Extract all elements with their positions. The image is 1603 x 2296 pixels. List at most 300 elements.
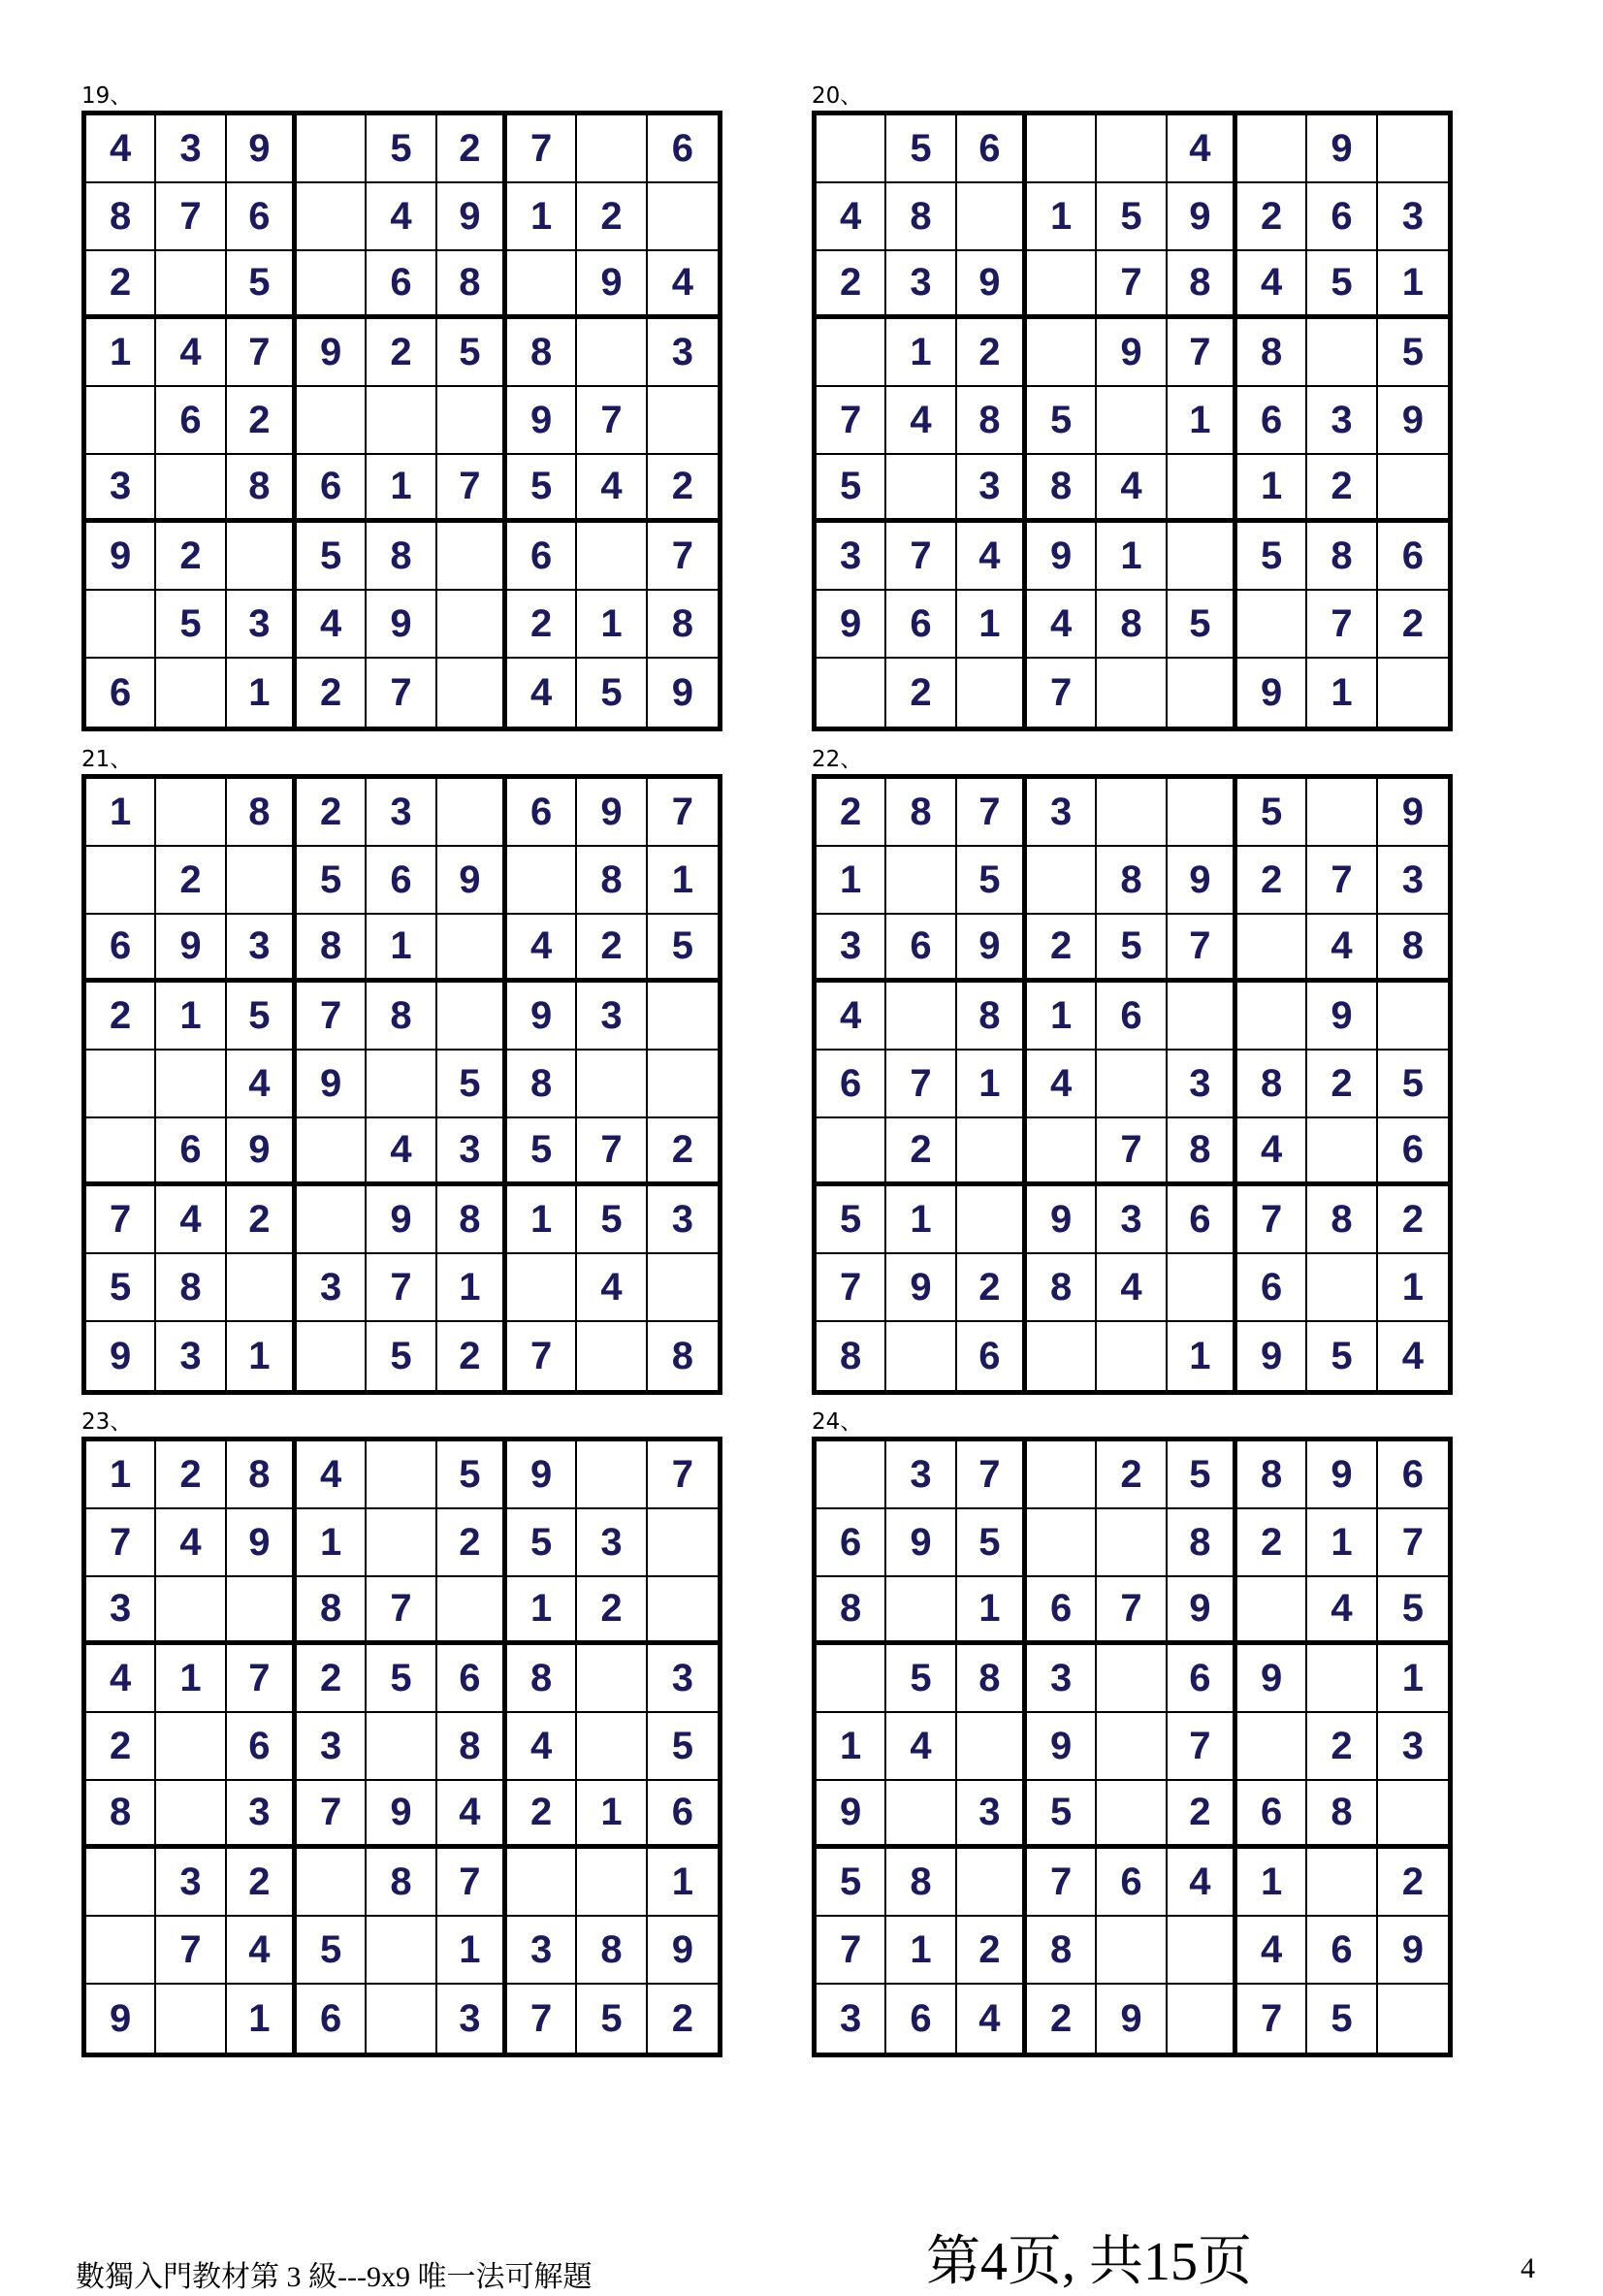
sudoku-cell: 6: [297, 1985, 367, 2053]
sudoku-cell: 5: [297, 523, 367, 591]
sudoku-cell: [817, 115, 886, 183]
sudoku-cell: 9: [1168, 183, 1237, 251]
sudoku-cell: 9: [886, 1254, 956, 1322]
sudoku-cell: 2: [367, 319, 436, 387]
sudoku-cell: 6: [648, 115, 718, 183]
sudoku-cell: 8: [367, 1849, 436, 1917]
sudoku-cell: 8: [1168, 1118, 1237, 1186]
sudoku-cell: [648, 1509, 718, 1577]
sudoku-cell: [1378, 455, 1448, 523]
sudoku-cell: 4: [577, 455, 647, 523]
sudoku-cell: 4: [507, 659, 577, 727]
sudoku-cell: 2: [227, 387, 297, 455]
sudoku-cell: 5: [1378, 319, 1448, 387]
sudoku-cell: [1307, 1645, 1377, 1713]
sudoku-cell: [367, 1917, 436, 1985]
sudoku-cell: 8: [1237, 319, 1307, 387]
sudoku-cell: 1: [1168, 387, 1237, 455]
sudoku-cell: [367, 1441, 436, 1509]
sudoku-cell: 2: [507, 1781, 577, 1849]
sudoku-cell: 9: [1307, 1441, 1377, 1509]
sudoku-cell: 6: [507, 523, 577, 591]
sudoku-cell: [817, 1118, 886, 1186]
sudoku-cell: 6: [1168, 1186, 1237, 1254]
sudoku-cell: [1097, 1509, 1167, 1577]
sudoku-cell: 2: [227, 1186, 297, 1254]
sudoku-cell: 2: [817, 779, 886, 847]
sudoku-cell: [1237, 1713, 1307, 1781]
sudoku-cell: [507, 1849, 577, 1917]
sudoku-cell: 6: [156, 1118, 226, 1186]
sudoku-cell: 7: [817, 387, 886, 455]
sudoku-cell: 6: [886, 1985, 956, 2053]
sudoku-cell: 3: [297, 1713, 367, 1781]
sudoku-cell: 5: [507, 1118, 577, 1186]
sudoku-cell: [648, 1254, 718, 1322]
sudoku-cell: 7: [577, 1118, 647, 1186]
sudoku-cell: 7: [227, 1645, 297, 1713]
sudoku-cell: 2: [1027, 1985, 1097, 2053]
sudoku-cell: 5: [437, 319, 507, 387]
sudoku-cell: 6: [437, 1645, 507, 1713]
sudoku-cell: 7: [817, 1254, 886, 1322]
sudoku-cell: [156, 1713, 226, 1781]
sudoku-cell: 3: [156, 1849, 226, 1917]
sudoku-cell: 2: [86, 251, 156, 319]
sudoku-cell: 4: [367, 1118, 436, 1186]
sudoku-cell: 2: [1378, 1186, 1448, 1254]
sudoku-cell: 5: [886, 1645, 956, 1713]
sudoku-cell: 2: [1237, 183, 1307, 251]
sudoku-cell: 1: [437, 1254, 507, 1322]
sudoku-cell: 9: [297, 319, 367, 387]
sudoku-cell: [437, 523, 507, 591]
sudoku-cell: 6: [1378, 1441, 1448, 1509]
sudoku-cell: 8: [1168, 251, 1237, 319]
sudoku-cell: [1097, 1713, 1167, 1781]
sudoku-cell: [886, 847, 956, 915]
sudoku-cell: 3: [957, 1781, 1027, 1849]
sudoku-cell: 4: [1307, 915, 1377, 983]
sudoku-cell: [437, 659, 507, 727]
sudoku-cell: 3: [817, 1985, 886, 2053]
sudoku-cell: [817, 319, 886, 387]
sudoku-cell: [297, 387, 367, 455]
sudoku-cell: 3: [227, 915, 297, 983]
sudoku-cell: 7: [577, 387, 647, 455]
sudoku-cell: [817, 1441, 886, 1509]
sudoku-cell: [367, 1713, 436, 1781]
sudoku-cell: 8: [1027, 1917, 1097, 1985]
sudoku-cell: [577, 319, 647, 387]
sudoku-cell: 8: [437, 1186, 507, 1254]
footer-document-title: 數獨入門教材第 3 級---9x9 唯一法可解題: [76, 2261, 593, 2293]
sudoku-cell: 8: [227, 455, 297, 523]
sudoku-cell: 9: [1168, 1577, 1237, 1645]
footer-page-number: 4: [1521, 2252, 1535, 2284]
sudoku-cell: 5: [1237, 523, 1307, 591]
puzzle-label: 19、: [81, 83, 133, 109]
sudoku-cell: 5: [367, 1322, 436, 1390]
sudoku-cell: [1307, 1254, 1377, 1322]
sudoku-cell: 9: [1027, 1186, 1097, 1254]
sudoku-cell: 4: [1401, 1334, 1424, 1377]
sudoku-cell: 1: [957, 1577, 1027, 1645]
sudoku-cell: 1: [227, 1322, 297, 1390]
sudoku-cell: 5: [1097, 915, 1167, 983]
sudoku-cell: 9: [1378, 1917, 1448, 1985]
sudoku-cell: 5: [1027, 387, 1097, 455]
sudoku-cell: 5: [817, 1849, 886, 1917]
sudoku-cell: 9: [227, 115, 297, 183]
sudoku-cell: 3: [367, 779, 436, 847]
sudoku-cell: [1097, 387, 1167, 455]
sudoku-cell: [1097, 779, 1167, 847]
sudoku-cell: 9: [1378, 779, 1448, 847]
sudoku-grid: [812, 774, 1453, 1395]
sudoku-cell: 1: [817, 847, 886, 915]
sudoku-cell: 3: [1307, 387, 1377, 455]
sudoku-cell: 1: [1378, 1254, 1448, 1322]
sudoku-cell: 7: [886, 1051, 956, 1118]
sudoku-cell: [1097, 1645, 1167, 1713]
sudoku-cell: 8: [367, 983, 436, 1051]
sudoku-cell: 7: [817, 1917, 886, 1985]
sudoku-cell: 4: [1307, 1577, 1377, 1645]
sudoku-cell: [227, 847, 297, 915]
sudoku-cell: 6: [367, 847, 436, 915]
sudoku-cell: 1: [957, 1051, 1027, 1118]
sudoku-cell: 8: [156, 1254, 226, 1322]
sudoku-cell: 8: [648, 591, 718, 659]
sudoku-cell: 1: [1307, 1509, 1377, 1577]
sudoku-cell: 4: [957, 523, 1027, 591]
sudoku-cell: 7: [1237, 1985, 1307, 2053]
sudoku-cell: [1168, 1254, 1237, 1322]
sudoku-cell: [156, 1781, 226, 1849]
sudoku-cell: 7: [507, 115, 577, 183]
sudoku-cell: [156, 455, 226, 523]
sudoku-cell: 4: [297, 1441, 367, 1509]
sudoku-cell: 1: [227, 1985, 297, 2053]
sudoku-cell: 5: [367, 1645, 436, 1713]
sudoku-cell: 2: [1307, 1051, 1377, 1118]
sudoku-cell: 4: [367, 183, 436, 251]
sudoku-cell: 5: [648, 1713, 718, 1781]
sudoku-cell: [367, 1051, 436, 1118]
sudoku-cell: 6: [1237, 1254, 1307, 1322]
sudoku-cell: 5: [957, 1509, 1027, 1577]
puzzle-label: 23、: [81, 1409, 133, 1435]
sudoku-cell: 1: [957, 591, 1027, 659]
sudoku-cell: 9: [507, 983, 577, 1051]
sudoku-cell: 5: [817, 455, 886, 523]
sudoku-cell: 6: [957, 1322, 1027, 1390]
puzzle-label: 22、: [812, 747, 863, 772]
sudoku-cell: 8: [86, 183, 156, 251]
sudoku-cell: 9: [1097, 319, 1167, 387]
sudoku-cell: [297, 1118, 367, 1186]
sudoku-cell: 8: [577, 847, 647, 915]
sudoku-cell: 1: [507, 183, 577, 251]
sudoku-cell: 7: [156, 183, 226, 251]
sudoku-cell: 7: [886, 523, 956, 591]
sudoku-cell: 4: [1237, 1917, 1307, 1985]
sudoku-cell: [957, 1849, 1027, 1917]
sudoku-cell: 6: [297, 455, 367, 523]
sudoku-cell: [86, 387, 156, 455]
sudoku-cell: 6: [648, 1781, 718, 1849]
sudoku-cell: [1168, 523, 1237, 591]
sudoku-cell: [156, 659, 226, 727]
sudoku-cell: [957, 183, 1027, 251]
sudoku-cell: 7: [957, 1441, 1027, 1509]
sudoku-cell: [577, 115, 647, 183]
sudoku-cell: 4: [507, 915, 577, 983]
sudoku-cell: 1: [648, 847, 718, 915]
sudoku-cell: 9: [648, 1917, 718, 1985]
sudoku-cell: 8: [957, 983, 1027, 1051]
sudoku-cell: 3: [886, 251, 956, 319]
sudoku-cell: [1027, 1441, 1097, 1509]
sudoku-cell: [577, 1713, 647, 1781]
sudoku-cell: 9: [437, 183, 507, 251]
sudoku-cell: [86, 591, 156, 659]
sudoku-cell: 3: [648, 319, 718, 387]
sudoku-cell: [1237, 115, 1307, 183]
sudoku-cell: 1: [297, 1509, 367, 1577]
sudoku-cell: [1307, 779, 1377, 847]
sudoku-cell: 1: [507, 1577, 577, 1645]
sudoku-cell: [437, 915, 507, 983]
sudoku-cell: 2: [1378, 591, 1448, 659]
sudoku-cell: 1: [577, 591, 647, 659]
sudoku-cell: 9: [227, 1509, 297, 1577]
sudoku-cell: 5: [1237, 779, 1307, 847]
sudoku-cell: 7: [1237, 1186, 1307, 1254]
sudoku-cell: 1: [1027, 183, 1097, 251]
sudoku-cell: 5: [297, 847, 367, 915]
sudoku-cell: 4: [437, 1781, 507, 1849]
sudoku-cell: 6: [886, 591, 956, 659]
sudoku-cell: 2: [156, 523, 226, 591]
sudoku-cell: [367, 1985, 436, 2053]
sudoku-cell: [1097, 115, 1167, 183]
sudoku-cell: 4: [156, 1509, 226, 1577]
sudoku-cell: [156, 1051, 226, 1118]
sudoku-cell: [577, 1849, 647, 1917]
sudoku-cell: 2: [648, 1118, 718, 1186]
sudoku-cell: 7: [367, 659, 436, 727]
sudoku-cell: 6: [886, 915, 956, 983]
sudoku-cell: 2: [227, 1849, 297, 1917]
sudoku-cell: 8: [671, 1334, 693, 1377]
sudoku-cell: 8: [957, 1645, 1027, 1713]
sudoku-cell: 3: [437, 1118, 507, 1186]
sudoku-cell: 9: [1378, 387, 1448, 455]
sudoku-cell: 8: [437, 1713, 507, 1781]
sudoku-cell: 6: [227, 1713, 297, 1781]
sudoku-cell: [648, 983, 718, 1051]
sudoku-cell: 5: [1168, 591, 1237, 659]
sudoku-cell: 2: [957, 1254, 1027, 1322]
sudoku-cell: [957, 1713, 1027, 1781]
sudoku-cell: 6: [1378, 523, 1448, 591]
sudoku-cell: 1: [817, 1713, 886, 1781]
sudoku-cell: 1: [86, 779, 156, 847]
sudoku-cell: 5: [1168, 1441, 1237, 1509]
sudoku-cell: 1: [86, 1441, 156, 1509]
sudoku-cell: 3: [577, 1509, 647, 1577]
sudoku-cell: [886, 1322, 956, 1390]
sudoku-cell: 3: [1027, 1645, 1097, 1713]
sudoku-cell: 4: [1027, 1051, 1097, 1118]
sudoku-cell: 1: [227, 659, 297, 727]
sudoku-cell: [817, 1645, 886, 1713]
puzzle-label: 21、: [81, 747, 133, 772]
sudoku-cell: [1168, 659, 1237, 727]
sudoku-cell: 4: [156, 1186, 226, 1254]
sudoku-cell: 2: [577, 1577, 647, 1645]
sudoku-cell: 5: [577, 659, 647, 727]
sudoku-cell: 1: [1168, 1322, 1237, 1390]
sudoku-cell: 3: [86, 1577, 156, 1645]
sudoku-cell: 2: [577, 915, 647, 983]
sudoku-cell: 8: [886, 183, 956, 251]
sudoku-cell: 6: [1168, 1645, 1237, 1713]
sudoku-cell: [886, 455, 956, 523]
sudoku-cell: 2: [648, 455, 718, 523]
sudoku-cell: 1: [886, 1186, 956, 1254]
sudoku-cell: [297, 251, 367, 319]
sudoku-cell: 4: [1237, 1118, 1307, 1186]
sudoku-cell: 8: [507, 319, 577, 387]
sudoku-cell: 2: [437, 115, 507, 183]
sudoku-cell: 6: [957, 115, 1027, 183]
sudoku-cell: 7: [1168, 319, 1237, 387]
sudoku-cell: 8: [227, 1441, 297, 1509]
sudoku-cell: [577, 1322, 647, 1390]
sudoku-cell: 3: [1097, 1186, 1167, 1254]
sudoku-cell: 9: [577, 779, 647, 847]
sudoku-cell: [1378, 115, 1448, 183]
sudoku-cell: 7: [957, 779, 1027, 847]
sudoku-grid: [81, 111, 722, 731]
sudoku-cell: 4: [886, 387, 956, 455]
sudoku-cell: 7: [1307, 591, 1377, 659]
sudoku-cell: 9: [1027, 523, 1097, 591]
sudoku-cell: 3: [577, 983, 647, 1051]
sudoku-cell: 6: [1307, 183, 1377, 251]
sudoku-cell: 4: [1027, 591, 1097, 659]
sudoku-cell: 2: [886, 659, 956, 727]
sudoku-cell: 2: [1378, 1849, 1448, 1917]
sudoku-cell: 9: [507, 1441, 577, 1509]
sudoku-cell: [1027, 251, 1097, 319]
sudoku-cell: [1027, 319, 1097, 387]
sudoku-cell: 1: [1378, 1645, 1448, 1713]
sudoku-cell: 9: [957, 915, 1027, 983]
sudoku-cell: 1: [1237, 1849, 1307, 1917]
sudoku-cell: [648, 1051, 718, 1118]
sudoku-cell: 5: [156, 591, 226, 659]
sudoku-cell: 9: [1237, 1645, 1307, 1713]
sudoku-cell: 8: [817, 1322, 886, 1390]
sudoku-cell: 4: [577, 1254, 647, 1322]
sudoku-cell: 2: [957, 319, 1027, 387]
sudoku-cell: [1097, 1051, 1167, 1118]
sudoku-cell: 3: [227, 1781, 297, 1849]
sudoku-cell: [437, 983, 507, 1051]
sudoku-cell: 5: [1378, 1577, 1448, 1645]
sudoku-cell: 1: [1307, 659, 1377, 727]
sudoku-cell: 6: [86, 659, 156, 727]
sudoku-cell: 3: [817, 523, 886, 591]
sudoku-cell: 6: [507, 779, 577, 847]
sudoku-cell: 9: [1168, 847, 1237, 915]
sudoku-cell: [1168, 779, 1237, 847]
sudoku-cell: 8: [886, 1849, 956, 1917]
sudoku-cell: 2: [1237, 1509, 1307, 1577]
sudoku-cell: 3: [957, 455, 1027, 523]
sudoku-cell: 8: [886, 779, 956, 847]
sudoku-cell: 9: [1307, 983, 1377, 1051]
sudoku-cell: [1168, 983, 1237, 1051]
sudoku-cell: 3: [817, 915, 886, 983]
sudoku-cell: 3: [437, 1985, 507, 2053]
sudoku-cell: 7: [297, 983, 367, 1051]
sudoku-cell: 3: [1378, 847, 1448, 915]
sudoku-cell: 9: [577, 251, 647, 319]
sudoku-cell: 9: [817, 591, 886, 659]
sudoku-cell: [648, 387, 718, 455]
sudoku-cell: 6: [1097, 983, 1167, 1051]
sudoku-cell: 7: [507, 1985, 577, 2053]
sudoku-cell: 5: [1307, 251, 1377, 319]
sudoku-cell: 5: [1097, 183, 1167, 251]
sudoku-cell: 3: [156, 1322, 226, 1390]
sudoku-cell: [1237, 1577, 1307, 1645]
sudoku-cell: 8: [957, 387, 1027, 455]
sudoku-cell: 7: [1168, 915, 1237, 983]
sudoku-cell: 4: [886, 1713, 956, 1781]
sudoku-cell: 4: [86, 1645, 156, 1713]
sudoku-cell: 5: [1027, 1781, 1097, 1849]
sudoku-cell: 4: [227, 1051, 297, 1118]
sudoku-cell: [367, 387, 436, 455]
sudoku-cell: 5: [648, 915, 718, 983]
sudoku-cell: [297, 183, 367, 251]
sudoku-cell: [507, 251, 577, 319]
sudoku-cell: 5: [957, 847, 1027, 915]
sudoku-cell: 6: [86, 915, 156, 983]
sudoku-cell: [86, 1849, 156, 1917]
sudoku-cell: [156, 1985, 226, 2053]
sudoku-cell: 5: [507, 1509, 577, 1577]
sudoku-cell: 2: [1168, 1781, 1237, 1849]
sudoku-cell: 4: [86, 115, 156, 183]
sudoku-cell: 8: [1378, 915, 1448, 983]
sudoku-cell: 8: [297, 915, 367, 983]
sudoku-cell: 7: [227, 319, 297, 387]
sudoku-cell: 1: [437, 1917, 507, 1985]
sudoku-cell: 7: [86, 1509, 156, 1577]
sudoku-cell: 1: [1027, 983, 1097, 1051]
sudoku-cell: [507, 1254, 577, 1322]
sudoku-cell: [156, 251, 226, 319]
sudoku-cell: 1: [156, 983, 226, 1051]
sudoku-cell: 2: [1027, 915, 1097, 983]
